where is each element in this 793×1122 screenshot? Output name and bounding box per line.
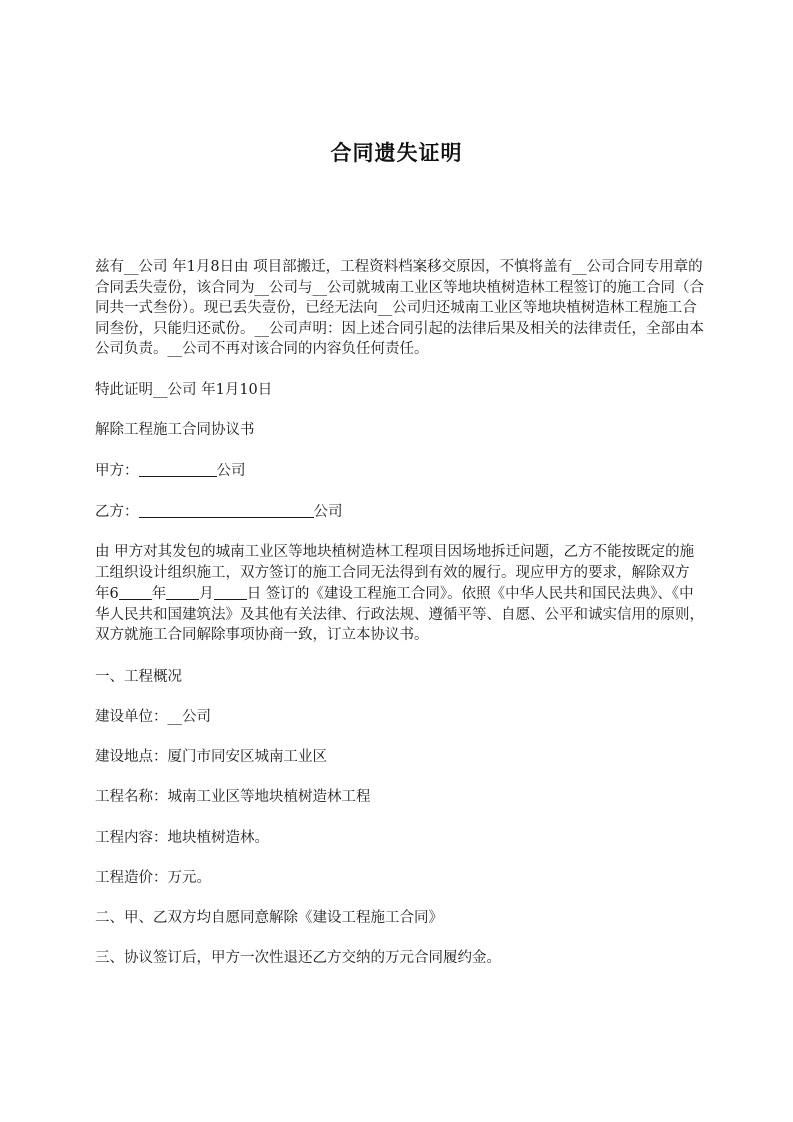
construction-site: 建设地点：厦门市同安区城南工业区 bbox=[95, 749, 327, 766]
party-b-suffix: 公司 bbox=[313, 504, 343, 521]
agreement-title: 解除工程施工合同协议书 bbox=[95, 421, 255, 438]
project-content: 工程内容：地块植树造林。 bbox=[95, 829, 269, 846]
party-a-label: 甲方： bbox=[95, 462, 139, 479]
document-title: 合同遗失证明 bbox=[330, 141, 463, 165]
section-2-heading: 二、甲、乙双方均自愿同意解除《建设工程施工合同》 bbox=[95, 909, 443, 926]
section-3-heading: 三、协议签订后，甲方一次性退还乙方交纳的万元合同履约金。 bbox=[95, 950, 501, 967]
party-a-blank bbox=[139, 460, 217, 477]
month-blank bbox=[166, 583, 199, 600]
intro-paragraph: 兹有__公司 年1月8日由 项目部搬迁，工程资料档案移交原因，不慎将盖有__公司合同专用章的合同丢失壹份，该合同为__公司与__公司就城南工业区等地块植树造林工程签订的施工合同（合同共一式叁份）。现已丢失壹份，已经无法向__公司归还城南工业区等地块植树造林工程施工合同叁份，只能归还贰份。__公司声明：因上述合同引起的法律后果及相关的法律责任，全部由本公司负责。__公司不再对该合同的内容负任何责任。 bbox=[95, 259, 704, 357]
party-b-blank bbox=[139, 501, 314, 518]
document-body bbox=[95, 257, 705, 988]
section-1-heading: 一、工程概况 bbox=[95, 668, 182, 685]
agreement-text-1: 由 甲方对其发包的城南工业区等地块植树造林工程项目因场地拆迁问题，乙方不能按既定的施工组织设计组织施工，双方签订的施工合同无法得到有效的履行。现应甲方的要求，解除双方 年6 bbox=[95, 544, 695, 603]
agreement-text-4: 日 签订的《建设工程施工合同》。依照《中华人民共和国民法典》、《中华人民共和国建筑法》及其他有关法律、行政法规、遵循平等、自愿、公平和诚实信用的原则，双方就施工合同解除事项协商一致，订立本协议书。 bbox=[95, 586, 704, 644]
agreement-text-2: 年 bbox=[151, 586, 167, 603]
party-b-label: 乙方： bbox=[95, 504, 139, 521]
party-b-line bbox=[95, 501, 705, 523]
party-a-suffix: 公司 bbox=[216, 462, 246, 479]
agreement-text-3: 月 bbox=[199, 586, 214, 603]
party-a-line bbox=[95, 460, 705, 482]
project-name: 工程名称：城南工业区等地块植树造林工程 bbox=[95, 789, 371, 806]
day-blank bbox=[214, 583, 247, 600]
year-blank bbox=[119, 583, 152, 600]
construction-unit: 建设单位：__公司 bbox=[95, 708, 211, 725]
certify-line: 特此证明__公司 年1月10日 bbox=[95, 381, 273, 398]
agreement-paragraph bbox=[95, 542, 705, 646]
project-cost: 工程造价：万元。 bbox=[95, 869, 211, 886]
